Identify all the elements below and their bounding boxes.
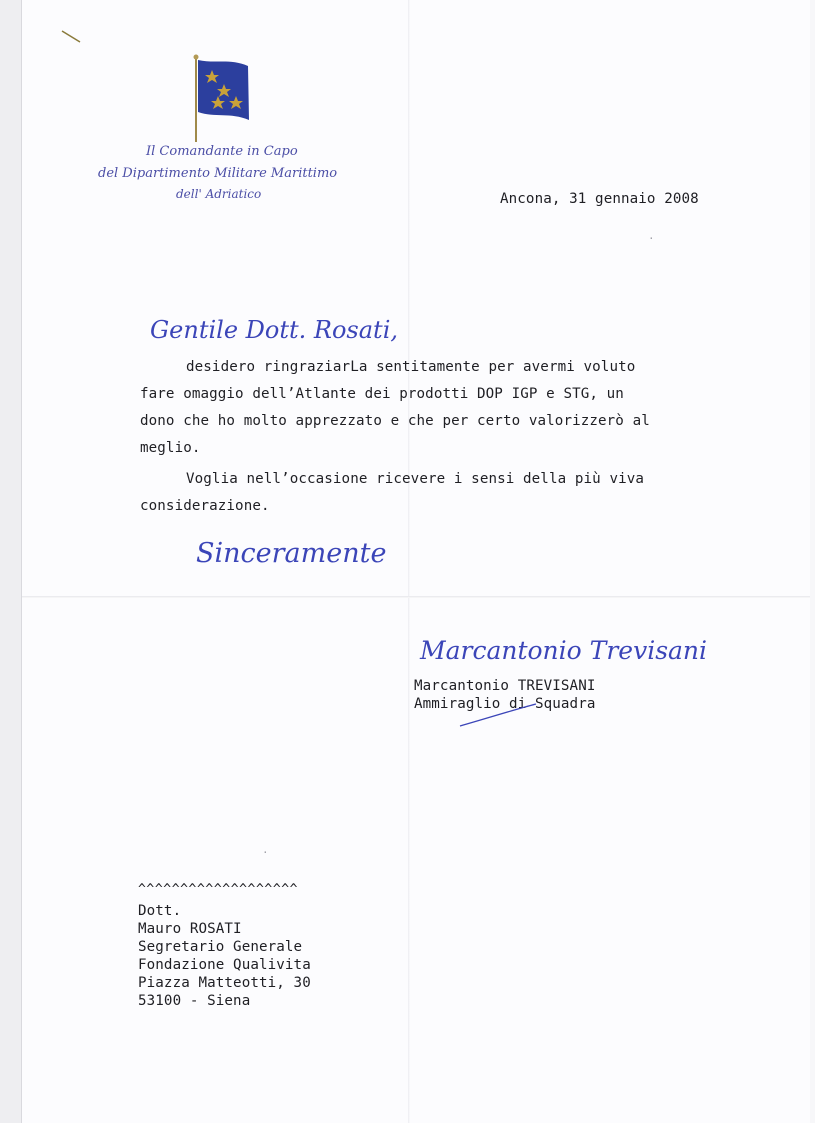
handwritten-salutation: Gentile Dott. Rosati, [150,316,398,344]
page-edge [0,0,22,1123]
address-line: Piazza Matteotti, 30 [138,975,311,991]
signatory-rank: Ammiraglio di Squadra [414,696,596,712]
letterhead-line-1: Il Comandante in Capo [146,144,298,159]
handwritten-signature: Marcantonio Trevisani [420,636,708,665]
signatory-name: Marcantonio TREVISANI [414,678,596,694]
body-line-5: Voglia nell’occasione ricevere i sensi della più viva [186,471,645,487]
address-line: Mauro ROSATI [138,921,242,937]
body-line-6: considerazione. [140,498,270,514]
signature-flourish [458,700,538,730]
body-line-1: desidero ringraziarLa sentitamente per avermi voluto [186,359,636,375]
flag-emblem [190,54,256,144]
address-caret-line: ^^^^^^^^^^^^^^^^^^^ [138,882,299,897]
handwritten-closing: Sinceramente [196,538,387,569]
body-line-3: dono che ho molto apprezzato e che per certo valorizzerò al [140,413,650,429]
fold-line-horizontal [22,596,810,598]
address-line: 53100 - Siena [138,993,251,1009]
date-line: Ancona, 31 gennaio 2008 [500,191,699,207]
address-line: Fondazione Qualivita [138,957,311,973]
speck: · [262,846,269,859]
body-line-2: fare omaggio dell’Atlante dei prodotti DOP IGP e STG, un [140,386,624,402]
body-line-4: meglio. [140,440,201,456]
fold-line-vertical [408,0,410,1123]
staple-mark [60,28,84,46]
address-line: Segretario Generale [138,939,303,955]
letterhead-line-3: dell' Adriatico [176,187,262,201]
address-line: Dott. [138,903,182,919]
speck: · [648,232,655,245]
letterhead-line-2: del Dipartimento Militare Marittimo [98,166,338,181]
